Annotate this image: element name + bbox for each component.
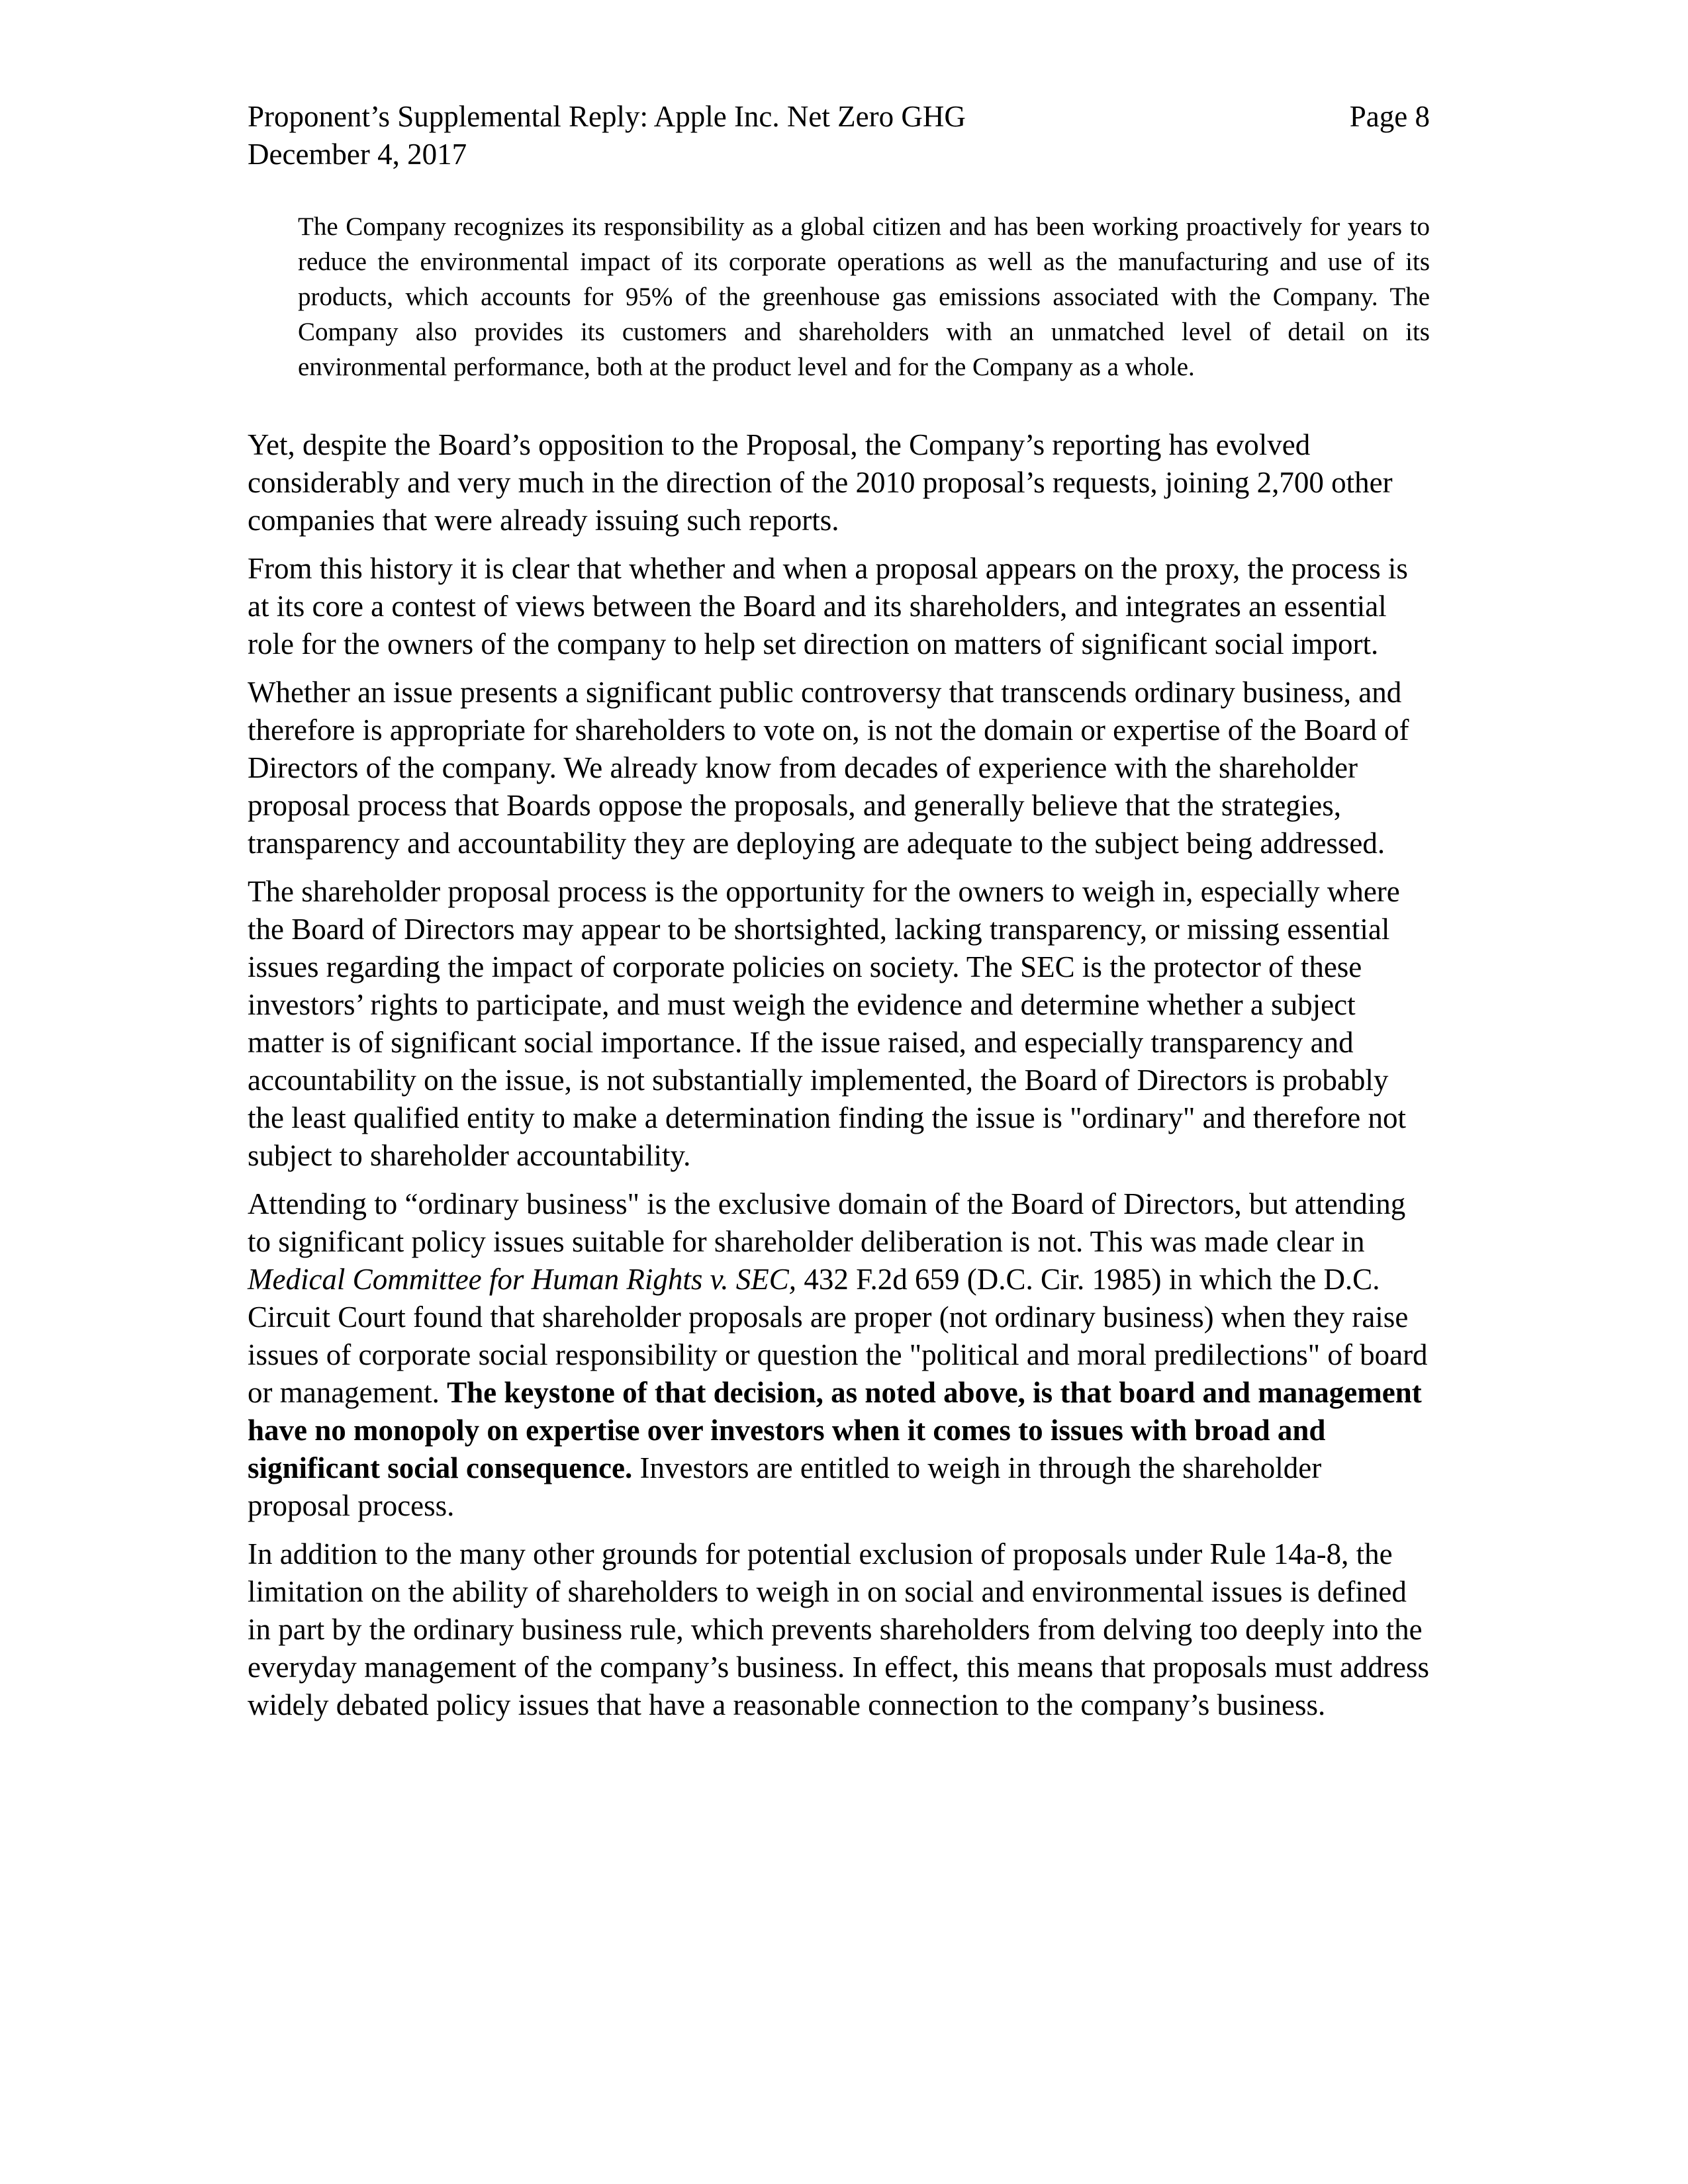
header-row <box>248 98 1430 136</box>
paragraph-text: Investors are entitled to weigh in through the shareholder proposal process. <box>248 1451 1322 1522</box>
case-citation: Medical Committee for Human Rights v. SEC, <box>248 1263 797 1296</box>
emphasized-text: The keystone of that decision, as noted above, is that board and management have no monopoly on expertise over investors when it comes to issues with broad and significant social consequence. <box>248 1376 1422 1484</box>
paragraph: Whether an issue presents a significant public controversy that transcends ordinary business, and therefore is appropriate for shareholders to vote on, is not the domain or expertise of the Board of Directors of the company. We already know from decades of experience with the shareholder proposal process that Boards oppose the proposals, and generally believe that the strategies, transparency and accountability they are deploying are adequate to the subject being addressed. <box>248 676 1409 860</box>
paragraph: In addition to the many other grounds for potential exclusion of proposals under Rule 14a-8, the limitation on the ability of shareholders to weigh in on social and environmental issues is defined in part by the ordinary business rule, which prevents shareholders from delving too deeply into the everyday management of the company’s business. In effect, this means that proposals must address widely debated policy issues that have a reasonable connection to the company’s business. <box>248 1537 1429 1721</box>
paragraph-with-citation <box>248 1185 1430 1525</box>
paragraph-text: Attending to “ordinary business" is the exclusive domain of the Board of Directors, but attending to significant policy issues suitable for shareholder deliberation is not. This was made clear in <box>248 1187 1406 1258</box>
paragraph: The shareholder proposal process is the opportunity for the owners to weigh in, especially where the Board of Directors may appear to be shortsighted, lacking transparency, or missing essential issues regarding the impact of corporate policies on society. The SEC is the protector of these investors’ rights to participate, and must weigh the evidence and determine whether a subject matter is of significant social importance. If the issue raised, and especially transparency and accountability on the issue, is not substantially implemented, the Board of Directors is probably the least qualified entity to make a determination finding the issue is "ordinary" and therefore not subject to shareholder accountability. <box>248 875 1406 1172</box>
paragraph: Yet, despite the Board’s opposition to the Proposal, the Company’s reporting has evolved considerably and very much in the direction of the 2010 proposal’s requests, joining 2,700 other companies that were already issuing such reports. <box>248 428 1393 537</box>
page-number: Page 8 <box>1349 100 1430 133</box>
paragraph: From this history it is clear that whether and when a proposal appears on the proxy, the process is at its core a contest of views between the Board and its shareholders, and integrates an essential role for the owners of the company to help set direction on matters of significant social import. <box>248 552 1408 660</box>
body-text <box>248 426 1430 1735</box>
page-header <box>248 98 1430 173</box>
header-title: Proponent’s Supplemental Reply: Apple Inc. Net Zero GHG <box>248 100 966 133</box>
header-date: December 4, 2017 <box>248 138 467 171</box>
paragraph-text: 432 F.2d 659 (D.C. Cir. 1985) in which the D.C. Circuit Court found that shareholder proposals are proper (not ordinary business) when they raise issues of corporate social responsibility or question the "political and moral predilections" of board or management. <box>248 1263 1428 1409</box>
block-quote: The Company recognizes its responsibility as a global citizen and has been working proactively for years to reduce the environmental impact of its corporate operations as well as the manufacturing and use of its products, which accounts for 95% of the greenhouse gas emissions associated with the Company. The Company also provides its customers and shareholders with an unmatched level of detail on its environmental performance, both at the product level and for the Company as a whole. <box>298 212 1430 381</box>
